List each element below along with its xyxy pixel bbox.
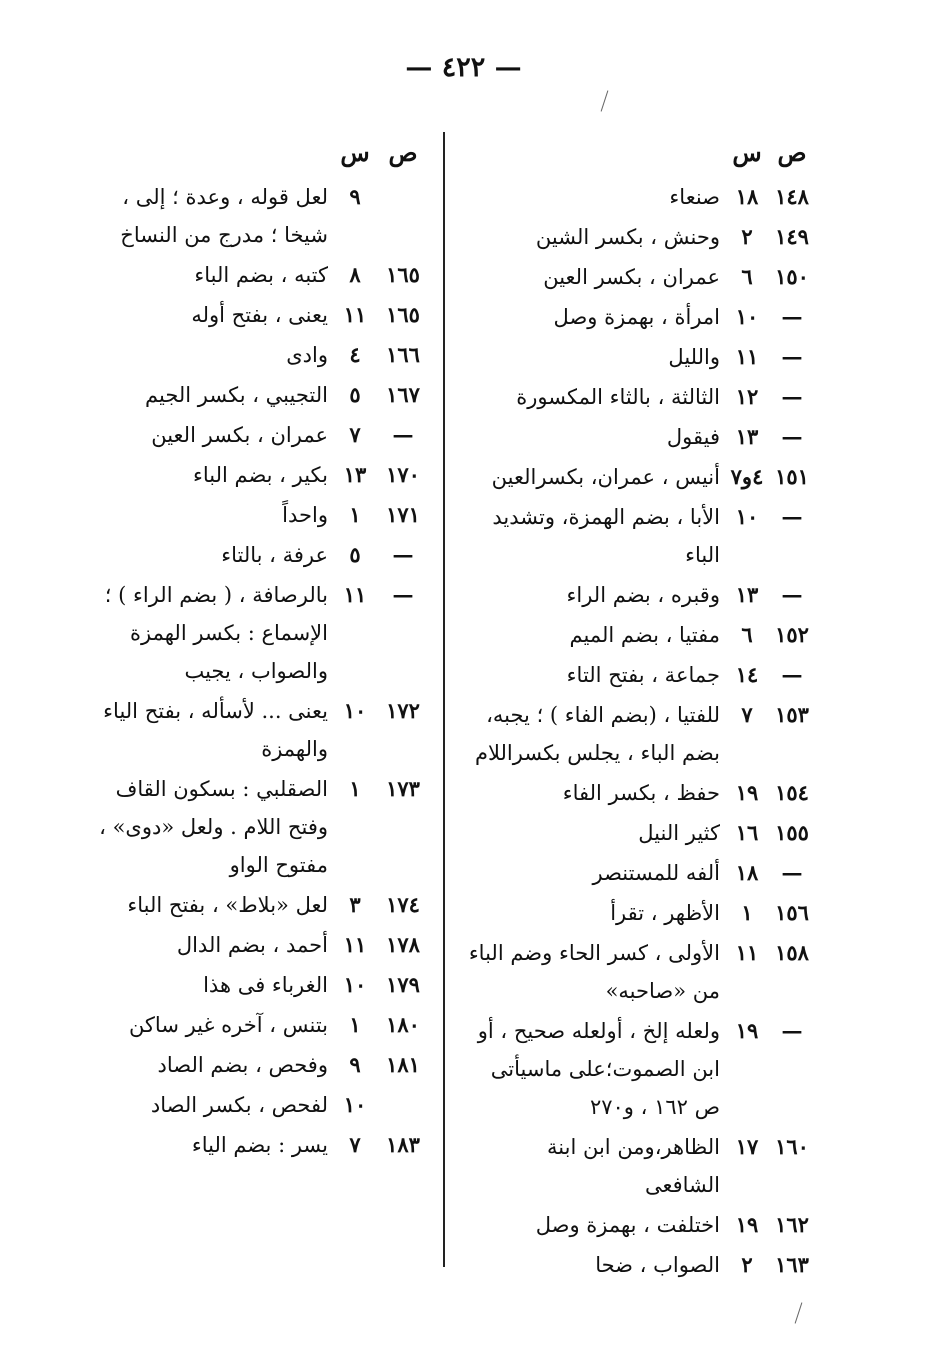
entry-row [466,774,818,812]
entry-text: الثالثة ، بالثاء المكسورة [516,385,720,409]
entry-row [90,296,432,334]
entry-text: فيقول [666,425,720,449]
entry-line: ١٣ [735,424,759,449]
entry-text: أنيس ، عمران، بكسرالعين [491,465,720,489]
entry-row [466,616,818,654]
entry-text: بكير ، بضم الباء [192,463,328,487]
entry-line: ١٠ [343,698,367,723]
entry-row [90,576,432,690]
entry-row [466,1246,818,1284]
entry-text: لعل قوله ، وعدة ؛ إلى ، شيخا ؛ مدرج من النساخ [120,185,328,247]
entry-line: ٥ [349,382,361,407]
entry-line: ١٠ [735,504,759,529]
entry-row [466,218,818,256]
entry-text: الصواب ، ضحا [595,1253,720,1277]
entry-row [466,576,818,614]
entry-text: صنعاء [669,185,720,209]
entry-line: ٨ [349,262,361,287]
entry-row [466,458,818,496]
entry-text: للفتيا ، (بضم الفاء ) ؛ يجبه، بضم الباء ، يجلس بكسراللام [474,703,720,765]
entry-row [90,456,432,494]
entry-page: — [781,384,803,409]
column-header [466,132,818,172]
left-rows [90,178,432,1164]
entry-line: ١٠ [343,1092,367,1117]
entry-text: كتبه ، بضم الباء [194,263,328,287]
entry-row [90,178,432,254]
entry-line: ١١ [735,940,759,965]
entry-page: ١٦٣ [775,1252,809,1277]
entry-text: مفتيا ، بضم الميم [569,623,720,647]
entry-line: ١٠ [735,304,759,329]
entry-row [466,418,818,456]
entry-line: ٦ [741,264,753,289]
entry-text: الصقلبي : بسكون القاف وفتح اللام . ولعل «دوى» ، مفتوح الواو [99,777,328,877]
entry-row [466,1012,818,1126]
entry-line: ١٣ [735,582,759,607]
entry-text: الغرباء فى هذا [203,973,328,997]
entry-text: عمران ، بكسر العين [151,423,328,447]
right-rows [466,178,818,1284]
entry-row [466,1206,818,1244]
entry-row [466,498,818,574]
entry-text: اختلفت ، بهمزة وصل [535,1213,720,1237]
entry-row [90,256,432,294]
entry-line: ٤و٧ [730,464,764,489]
entry-text: يسر : بضم الياء [191,1133,328,1157]
entry-page: ١٥٨ [775,940,809,965]
entry-line: ١٢ [735,384,759,409]
entry-row [466,298,818,336]
column-header [90,132,432,172]
entry-row [90,1126,432,1164]
entry-page: ١٨٣ [386,1132,420,1157]
entry-page: ١٦٥ [386,262,420,287]
entry-line: ١١ [343,582,367,607]
entry-page: — [781,860,803,885]
entry-row [90,376,432,414]
entry-text: عرفة ، بالتاء [221,543,328,567]
entry-page: ١٧٢ [386,698,420,723]
entry-page: — [781,344,803,369]
entry-page: — [392,542,414,567]
entry-text: وقبره ، بضم الراء [566,583,720,607]
entry-row [466,814,818,852]
entry-row [90,1006,432,1044]
entry-line: ١٧ [735,1134,759,1159]
entry-row [466,258,818,296]
entry-page: ١٨٠ [386,1012,420,1037]
entry-page: ١٤٨ [775,184,809,209]
entry-text: وادى [286,343,328,367]
entry-text: بتنس ، آخره غير ساكن [128,1013,328,1037]
header-page: ص [388,137,418,167]
entry-row [466,338,818,376]
entry-line: ٧ [349,422,361,447]
entry-row [466,934,818,1010]
entry-line: ١ [349,1012,361,1037]
entry-row [466,178,818,216]
entry-line: ٦ [741,622,753,647]
entry-page: ١٧٠ [386,462,420,487]
entry-line: ١٨ [735,184,759,209]
entry-text: لفحص ، بكسر الصاد [150,1093,328,1117]
entry-line: ١٦ [735,820,759,845]
entry-row [90,926,432,964]
entry-text: ألفه للمستنصر [592,861,720,885]
entry-line: ١ [349,776,361,801]
header-page: ص [777,137,807,167]
entry-page: ١٥٦ [775,900,809,925]
entry-page: ١٧٩ [386,972,420,997]
page-number: — ٤٢٢ — [405,52,522,83]
entry-page: ١٥٠ [775,264,809,289]
entry-row [90,416,432,454]
entry-page: — [781,424,803,449]
entry-row [90,496,432,534]
entry-line: ١١ [343,932,367,957]
entry-page: — [781,304,803,329]
entry-row [466,894,818,932]
entry-page: ١٧٣ [386,776,420,801]
scan-mark [601,90,609,111]
entry-line: ٣ [349,892,361,917]
entry-page: ١٥٣ [775,702,809,727]
left-column [90,132,432,1166]
entry-row [466,378,818,416]
entry-text: كثير النيل [638,821,720,845]
entry-text: عمران ، بكسر العين [543,265,720,289]
entry-page: ١٦٢ [775,1212,809,1237]
entry-text: التجيبي ، بكسر الجيم [145,383,328,407]
entry-line: ١ [741,900,753,925]
entry-page: — [781,1018,803,1043]
entry-line: ٧ [741,702,753,727]
entry-text: وحنش ، بكسر الشين [535,225,720,249]
entry-line: ١٩ [735,1018,759,1043]
entry-text: امرأة ، بهمزة وصل [553,305,720,329]
entry-text: واحداً [282,503,328,527]
entry-page: — [392,422,414,447]
entry-line: ٩ [349,184,361,209]
entry-row [466,1128,818,1204]
entry-row [90,770,432,884]
header-line: س [340,137,370,167]
entry-text: أحمد ، بضم الدال [176,933,328,957]
entry-page: — [781,662,803,687]
entry-row [90,966,432,1004]
entry-page: ١٧١ [386,502,420,527]
entry-line: ١٩ [735,780,759,805]
entry-row [90,692,432,768]
entry-page: ١٨١ [386,1052,420,1077]
entry-text: الأظهر ، تقرأ [610,901,720,925]
entry-page: — [392,582,414,607]
entry-text: لعل «بلاط» ، بفتح الباء [127,893,328,917]
entry-text: حفظ ، بكسر الفاء [562,781,720,805]
entry-row [90,886,432,924]
entry-line: ١٨ [735,860,759,885]
entry-row [90,1086,432,1124]
entry-page: ١٥٥ [775,820,809,845]
entry-row [466,854,818,892]
entry-page: ١٥٢ [775,622,809,647]
entry-text: وفحص ، بضم الصاد [157,1053,328,1077]
right-column [466,132,818,1286]
entry-text: والليل [668,345,720,369]
entry-page: ١٦٦ [386,342,420,367]
entry-row [90,336,432,374]
entry-page: ١٦٥ [386,302,420,327]
entry-line: ٤ [349,342,361,367]
entry-line: ١٣ [343,462,367,487]
entry-line: ٧ [349,1132,361,1157]
entry-page: ١٦٧ [386,382,420,407]
entry-text: يعنى ، بفتح أوله [191,303,328,327]
entry-text: بالرصافة ، ( بضم الراء ) ؛ الإسماع : بكسر الهمزة والصواب ، يجيب [104,583,328,683]
entry-page: ١٤٩ [775,224,809,249]
entry-page: ١٦٠ [775,1134,809,1159]
entry-line: ٥ [349,542,361,567]
entry-text: الأبا ، بضم الهمزة، وتشديد الباء [492,505,720,567]
entry-line: ١٤ [735,662,759,687]
entry-text: يعنى ... لأسأله ، بفتح الياء والهمزة [103,699,328,761]
entry-line: ١٠ [343,972,367,997]
entry-text: الأولى ، كسر الحاء وضم الباء من «صاحبه» [468,941,720,1003]
entry-line: ٢ [741,1252,753,1277]
entry-text: ولعله إلخ ، أولعله صحيح ، أو ابن الصموت؛على ماسيأتى ص ١٦٢ ، و٢٧٠ [477,1019,720,1119]
scan-mark [795,1302,803,1323]
entry-line: ٩ [349,1052,361,1077]
entry-line: ٢ [741,224,753,249]
entry-line: ١١ [735,344,759,369]
entry-page: — [781,504,803,529]
entry-page: ١٧٨ [386,932,420,957]
entry-line: ١ [349,502,361,527]
entry-row [90,1046,432,1084]
entry-line: ١٩ [735,1212,759,1237]
entry-row [90,536,432,574]
entry-text: جماعة ، بفتح التاء [566,663,720,687]
header-line: س [732,137,762,167]
entry-page: ١٥٤ [775,780,809,805]
entry-page: ١٧٤ [386,892,420,917]
entry-row [466,656,818,694]
entry-text: الظاهر،ومن ابن ابنة الشافعى [547,1135,720,1197]
entry-row [466,696,818,772]
entry-line: ١١ [343,302,367,327]
column-divider [443,132,445,1267]
entry-page: ١٥١ [775,464,809,489]
entry-page: — [781,582,803,607]
